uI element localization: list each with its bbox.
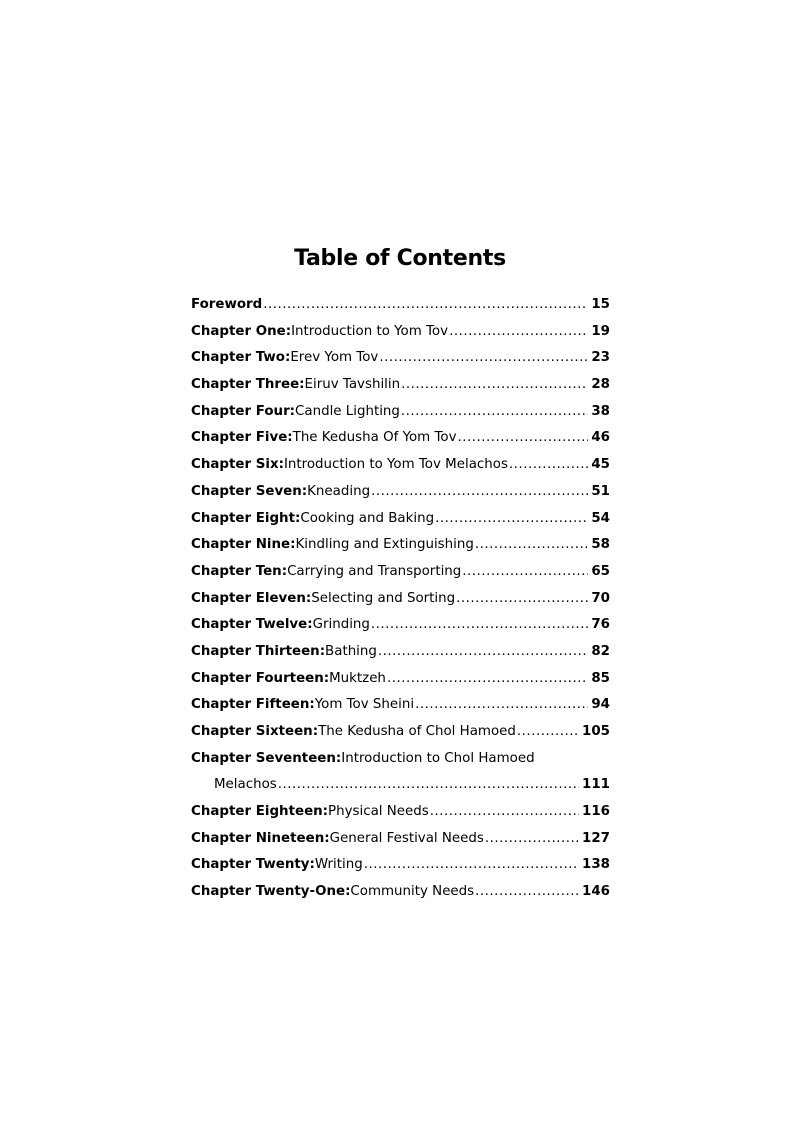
- toc-entry-title: Muktzeh: [329, 670, 386, 686]
- toc-entry-foreword[interactable]: [191, 297, 610, 324]
- toc-page-number: 65: [591, 563, 610, 579]
- toc-entry-label: Chapter Ten:: [191, 563, 288, 579]
- toc-page-number: 127: [582, 830, 610, 846]
- toc-entry-label: Chapter Six:: [191, 457, 284, 473]
- toc-entry-title: Introduction to Chol Hamoed: [341, 750, 535, 766]
- dot-leader: [263, 297, 588, 312]
- toc-entry-chapter-seven[interactable]: [191, 484, 610, 511]
- toc-entry-chapter-seventeen[interactable]: [191, 751, 610, 778]
- toc-entry-title: Kindling and Extinguishing: [295, 537, 474, 553]
- toc-entry-label: Foreword: [191, 297, 263, 312]
- toc-entry-label: Chapter Eighteen:: [191, 804, 329, 820]
- toc-entry-chapter-twenty[interactable]: [191, 857, 610, 884]
- toc-entry-title: Bathing: [325, 643, 377, 659]
- dot-leader: [430, 804, 579, 819]
- toc-entry-chapter-fourteen[interactable]: [191, 671, 610, 698]
- dot-leader: [401, 404, 588, 419]
- toc-entry-chapter-sixteen[interactable]: [191, 724, 610, 751]
- toc-entry-label: Chapter Nine:: [191, 537, 296, 553]
- dot-leader: [415, 697, 588, 712]
- dot-leader: [456, 591, 588, 606]
- toc-page-number: 76: [591, 617, 610, 633]
- toc-page-number: 138: [582, 857, 610, 873]
- dot-leader: [401, 377, 588, 392]
- dot-leader: [462, 564, 588, 579]
- toc-page-number: 70: [591, 590, 610, 606]
- dot-leader: [475, 884, 579, 899]
- toc-entry-title: Erev Yom Tov: [290, 350, 379, 366]
- toc-page-number: 82: [591, 643, 610, 659]
- toc-entry-title: Yom Tov Sheini: [314, 697, 415, 713]
- dot-leader: [509, 457, 588, 472]
- toc-entry-title: Writing: [314, 857, 363, 873]
- toc-entry-chapter-nine[interactable]: [191, 537, 610, 564]
- toc-entry-title: Eiruv Tavshilin: [304, 377, 401, 393]
- toc-page-number: 146: [582, 884, 610, 900]
- toc-entry-label: Chapter Twelve:: [191, 617, 313, 633]
- toc-entry-title: Physical Needs: [328, 804, 429, 820]
- toc-entry-label: Chapter Fifteen:: [191, 697, 315, 713]
- dot-leader: [278, 777, 579, 792]
- toc-entry-title: General Festival Needs: [329, 830, 484, 846]
- dot-leader: [485, 831, 579, 846]
- dot-leader: [435, 511, 588, 526]
- toc-page-number: 116: [582, 804, 610, 820]
- toc-entry-chapter-ten[interactable]: [191, 564, 610, 591]
- toc-entry-chapter-one[interactable]: [191, 324, 610, 351]
- toc-entry-label: Chapter Sixteen:: [191, 724, 319, 739]
- toc-page-number: 105: [582, 724, 610, 739]
- toc-page-number: 28: [591, 377, 610, 393]
- dot-leader: [378, 644, 588, 659]
- toc-entry-title: Introduction to Yom Tov: [291, 323, 449, 339]
- page-title: Table of Contents: [294, 246, 506, 271]
- toc-entry-label: Chapter Twenty-One:: [191, 884, 351, 900]
- dot-leader: [364, 857, 579, 872]
- toc-entry-chapter-twenty-one[interactable]: [191, 884, 610, 911]
- toc-entry-title: The Kedusha Of Yom Tov: [292, 430, 457, 446]
- dot-leader: [379, 350, 588, 365]
- toc-page-number: 58: [591, 537, 610, 553]
- toc-entry-chapter-nineteen[interactable]: [191, 831, 610, 858]
- toc-page-number: 23: [591, 350, 610, 366]
- toc-entry-title: Cooking and Baking: [300, 510, 435, 526]
- toc-page-number: 46: [591, 430, 610, 446]
- toc-entry-label: Chapter Seventeen:: [191, 750, 342, 766]
- toc-entry-label: Chapter Eight:: [191, 510, 301, 526]
- toc-entry-title: Grinding: [312, 617, 370, 633]
- dot-leader: [371, 484, 588, 499]
- table-of-contents: [191, 297, 610, 911]
- toc-entry-label: Chapter Five:: [191, 430, 293, 446]
- toc-page-number: 54: [591, 510, 610, 526]
- dot-leader: [458, 430, 589, 445]
- toc-entry-label: Chapter Eleven:: [191, 590, 312, 606]
- toc-page-number: 111: [582, 777, 610, 793]
- toc-entry-chapter-two[interactable]: [191, 350, 610, 377]
- toc-entry-title: Kneading: [307, 483, 371, 499]
- toc-entry-chapter-twelve[interactable]: [191, 617, 610, 644]
- dot-leader: [517, 724, 579, 739]
- toc-entry-label: Chapter Four:: [191, 403, 296, 419]
- toc-page-number: 15: [591, 297, 610, 312]
- toc-entry-chapter-three[interactable]: [191, 377, 610, 404]
- toc-entry-chapter-eleven[interactable]: [191, 591, 610, 618]
- toc-entry-label: Chapter Seven:: [191, 483, 308, 499]
- toc-page-number: 85: [591, 670, 610, 686]
- toc-entry-chapter-thirteen[interactable]: [191, 644, 610, 671]
- toc-entry-chapter-five[interactable]: [191, 430, 610, 457]
- toc-entry-label: Chapter Twenty:: [191, 857, 315, 873]
- toc-entry-chapter-six[interactable]: [191, 457, 610, 484]
- dot-leader: [387, 671, 588, 686]
- toc-entry-title: Introduction to Yom Tov Melachos: [283, 457, 508, 473]
- toc-entry-title: Selecting and Sorting: [311, 590, 456, 606]
- dot-leader: [475, 537, 589, 552]
- toc-entry-title: Melachos: [214, 777, 277, 793]
- toc-entry-title: The Kedusha of Chol Hamoed: [318, 724, 516, 739]
- toc-entry-chapter-eight[interactable]: [191, 511, 610, 538]
- toc-entry-title: Carrying and Transporting: [287, 563, 462, 579]
- toc-page-number: 45: [591, 457, 610, 473]
- toc-entry-chapter-eighteen[interactable]: [191, 804, 610, 831]
- toc-entry-chapter-four[interactable]: [191, 404, 610, 431]
- dot-leader: [449, 324, 588, 339]
- toc-entry-label: Chapter Fourteen:: [191, 670, 330, 686]
- toc-page-number: 94: [591, 697, 610, 713]
- toc-entry-label: Chapter Thirteen:: [191, 643, 326, 659]
- toc-entry-label: Chapter Three:: [191, 377, 305, 393]
- toc-page-number: 38: [591, 403, 610, 419]
- toc-page-number: 51: [591, 483, 610, 499]
- toc-entry-label: Chapter Two:: [191, 350, 291, 366]
- toc-entry-title: Candle Lighting: [295, 403, 400, 419]
- toc-entry-title: Community Needs: [350, 884, 475, 900]
- dot-leader: [371, 617, 588, 632]
- toc-page-number: 19: [591, 323, 610, 339]
- toc-entry-label: Chapter One:: [191, 323, 292, 339]
- toc-entry-chapter-fifteen[interactable]: [191, 697, 610, 724]
- toc-entry-label: Chapter Nineteen:: [191, 830, 330, 846]
- toc-entry-chapter-seventeen-continued[interactable]: [191, 777, 610, 804]
